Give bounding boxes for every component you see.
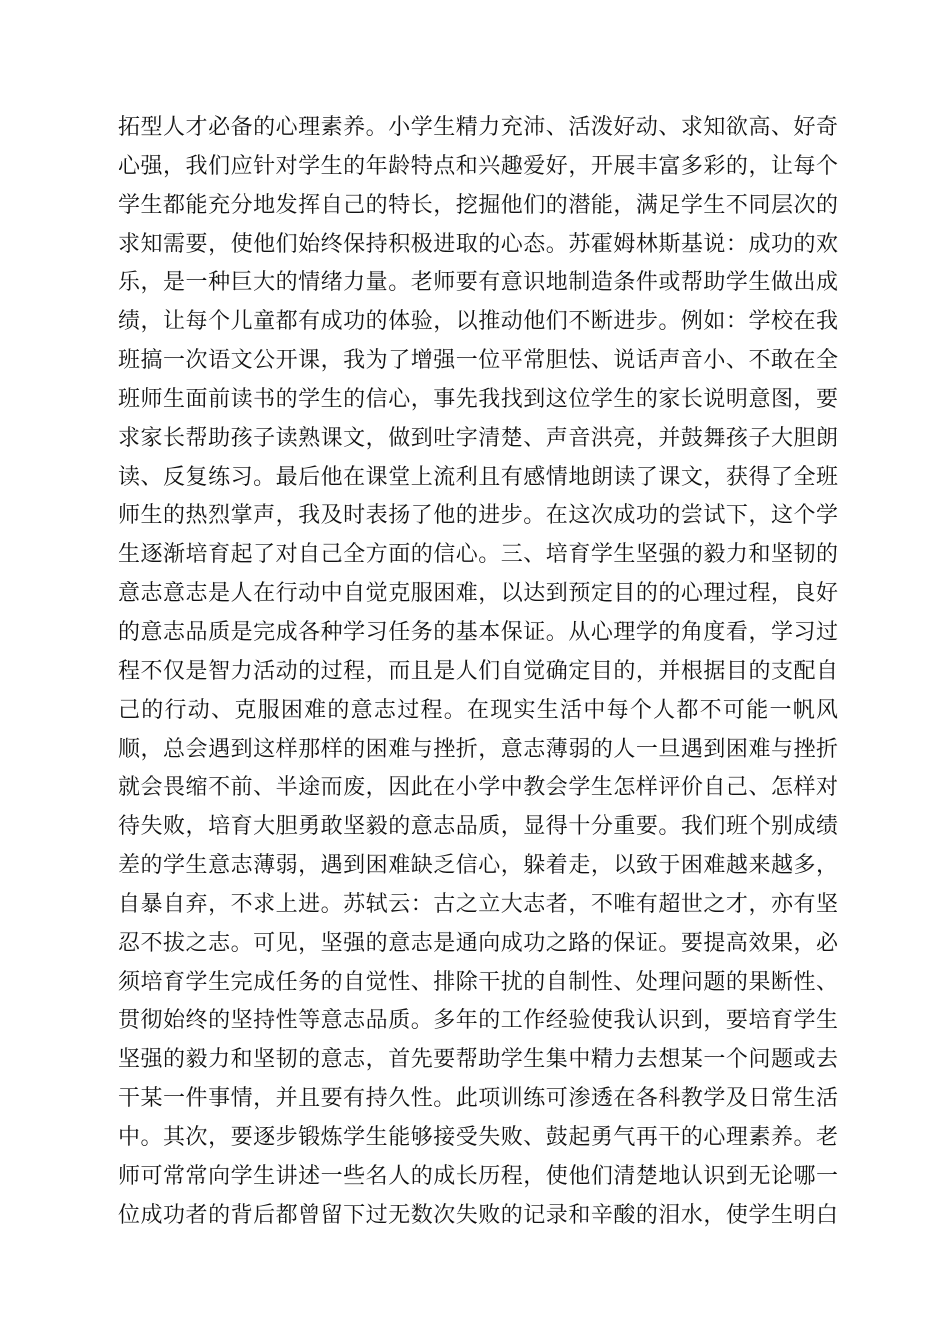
text-line: 待失败，培育大胆勇敢坚毅的意志品质，显得十分重要。我们班个别成绩 (118, 814, 838, 840)
text-line: 意志意志是人在行动中自觉克服困难，以达到预定目的的心理过程，良好 (118, 581, 838, 607)
text-line: 中。其次，要逐步锻炼学生能够接受失败、鼓起勇气再干的心理素养。老 (118, 1124, 838, 1150)
text-line: 的意志品质是完成各种学习任务的基本保证。从心理学的角度看，学习过 (118, 619, 838, 645)
text-line: 师可常常向学生讲述一些名人的成长历程，使他们清楚地认识到无论哪一 (118, 1163, 838, 1189)
text-line: 绩，让每个儿童都有成功的体验，以推动他们不断进步。例如：学校在我 (118, 309, 838, 335)
body-text (118, 109, 838, 1235)
text-line: 位成功者的背后都曾留下过无数次失败的记录和辛酸的泪水，使学生明白 (118, 1202, 838, 1228)
text-line: 差的学生意志薄弱，遇到困难缺乏信心，躲着走，以致于困难越来越多， (118, 853, 838, 879)
text-line: 坚强的毅力和坚韧的意志，首先要帮助学生集中精力去想某一个问题或去 (118, 1047, 838, 1073)
text-line: 己的行动、克服困难的意志过程。在现实生活中每个人都不可能一帆风 (118, 697, 838, 723)
text-line: 程不仅是智力活动的过程，而且是人们自觉确定目的，并根据目的支配自 (118, 658, 838, 684)
text-line: 学生都能充分地发挥自己的特长，挖掘他们的潜能，满足学生不同层次的 (118, 192, 838, 218)
text-line: 干某一件事情，并且要有持久性。此项训练可渗透在各科教学及日常生活 (118, 1086, 838, 1112)
text-line: 就会畏缩不前、半途而废，因此在小学中教会学生怎样评价自己、怎样对 (118, 775, 838, 801)
text-line: 求家长帮助孩子读熟课文，做到吐字清楚、声音洪亮，并鼓舞孩子大胆朗 (118, 425, 838, 451)
text-line: 班搞一次语文公开课，我为了增强一位平常胆怯、说话声音小、不敢在全 (118, 348, 838, 374)
text-line: 求知需要，使他们始终保持积极进取的心态。苏霍姆林斯基说：成功的欢 (118, 231, 838, 257)
text-line: 师生的热烈掌声，我及时表扬了他的进步。在这次成功的尝试下，这个学 (118, 503, 838, 529)
text-line: 贯彻始终的坚持性等意志品质。多年的工作经验使我认识到，要培育学生 (118, 1008, 838, 1034)
text-line: 乐，是一种巨大的情绪力量。老师要有意识地制造条件或帮助学生做出成 (118, 270, 838, 296)
text-line: 拓型人才必备的心理素养。小学生精力充沛、活泼好动、求知欲高、好奇 (118, 115, 838, 140)
text-line: 读、反复练习。最后他在课堂上流利且有感情地朗读了课文，获得了全班 (118, 464, 838, 490)
text-line: 顺，总会遇到这样那样的困难与挫折，意志薄弱的人一旦遇到困难与挫折 (118, 736, 838, 762)
text-line: 忍不拔之志。可见，坚强的意志是通向成功之路的保证。要提高效果，必 (118, 930, 838, 956)
text-line: 心强，我们应针对学生的年龄特点和兴趣爱好，开展丰富多彩的，让每个 (118, 153, 838, 179)
text-line: 自暴自弃，不求上进。苏轼云：古之立大志者，不唯有超世之才，亦有坚 (118, 891, 838, 917)
text-line: 须培育学生完成任务的自觉性、排除干扰的自制性、处理问题的果断性、 (118, 969, 838, 995)
text-line: 班师生面前读书的学生的信心，事先我找到这位学生的家长说明意图，要 (118, 386, 838, 412)
text-line: 生逐渐培育起了对自己全方面的信心。三、培育学生坚强的毅力和坚韧的 (118, 542, 838, 568)
